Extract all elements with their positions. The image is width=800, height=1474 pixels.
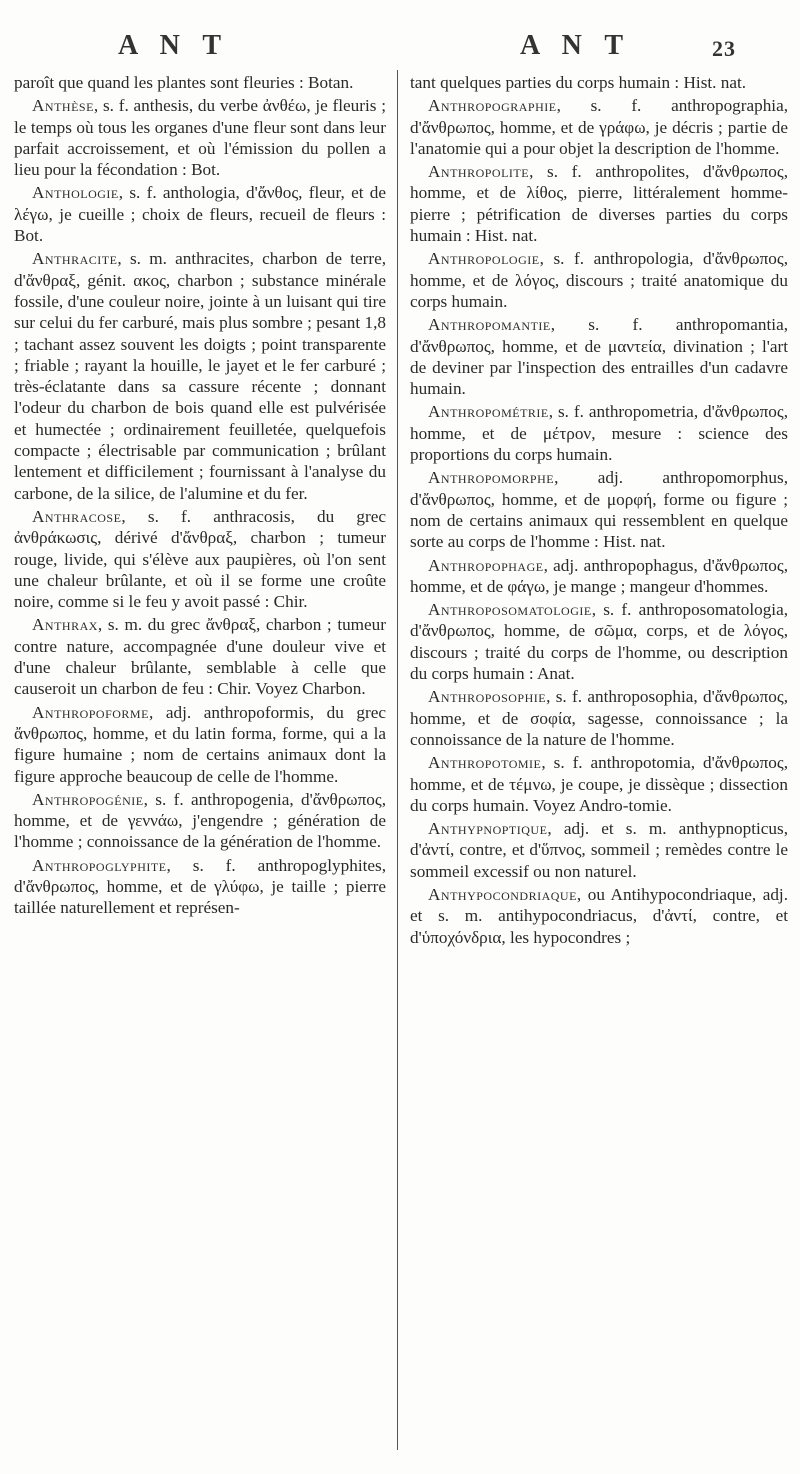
entry-text: , s. f. anthropomantia, d'ἄνθρωπος, homme, et de μαντεία, divination ; l'art de deviner par l'inspection des entrailles d'un cadavre humain.: [410, 315, 788, 399]
entry-text: , s. f. anthologia, d'ἄνθος, fleur, et de λέγω, je cueille ; choix de fleurs, recueil de fleurs : Bot.: [14, 183, 386, 246]
dictionary-entry: [410, 72, 788, 93]
dictionary-entry: [410, 248, 788, 312]
right-column: [410, 72, 788, 950]
dictionary-entry: [14, 614, 386, 699]
dictionary-entry: [14, 95, 386, 180]
dictionary-entry: [14, 72, 386, 93]
entry-headword: Anthropoglyphite: [32, 855, 167, 875]
page-number: 23: [712, 36, 736, 61]
entry-text: , s. f. anthroposophia, d'ἄνθρωπος, homme, et de σοφία, sagesse, connoissance ; la connoissance de la nature de l'homme.: [410, 687, 788, 749]
entry-headword: Anthropotomie: [428, 753, 542, 773]
entry-headword: Anthèse: [32, 96, 94, 116]
entry-text: paroît que quand les plantes sont fleuries : Botan.: [14, 73, 354, 92]
entry-text: , s. f. anthracosis, du grec ἀνθράκωσις, dérivé d'ἄνθραξ, charbon ; tumeur rouge, livide, qui s'élève aux paupières, où l'on sent une chaleur brûlante, et où il se forme une croûte noire, comme si le feu y avoit passé : Chir.: [14, 506, 386, 612]
entry-text: , s. f. anthropolites, d'ἄνθρωπος, homme, et de λίθος, pierre, littéralement homme-pierre ; pétrification de diverses parties du corps humain : Hist. nat.: [410, 162, 788, 246]
entry-headword: Anthropoforme: [32, 702, 149, 722]
entry-text: , s. f. anthropologia, d'ἄνθρωπος, homme, et de λόγος, discours ; traité anatomique du corps humain.: [410, 249, 788, 311]
entry-headword: Anthypocondriaque: [428, 884, 577, 904]
dictionary-entry: [14, 248, 386, 504]
dictionary-entry: [14, 702, 386, 787]
entry-headword: Anthropographie: [428, 96, 557, 116]
entry-headword: Anthropologie: [428, 249, 540, 269]
dictionary-entry: [410, 599, 788, 684]
entry-text: , s. f. anthropographia, d'ἄνθρωπος, homme, et de γράφω, je décris ; partie de l'anatomie qui a pour objet la description de l'homme.: [410, 96, 788, 158]
entry-text: , s. m. du grec ἄνθραξ, charbon ; tumeur contre nature, accompagnée d'une douleur vive et d'une chaleur brûlante, semblable à celle que causeroit un charbon de feu : Chir. Voyez Charbon.: [14, 615, 386, 699]
entry-text: , s. f. anthroposomatologia, d'ἄνθρωπος, homme, de σῶμα, corps, et de λόγος, discours ; traité du corps de l'homme, ou description du corps humain : Anat.: [410, 600, 788, 684]
dictionary-entry: [410, 95, 788, 159]
dictionary-entry: [410, 555, 788, 598]
running-head-left: A N T: [118, 30, 230, 61]
entry-text: tant quelques parties du corps humain : Hist. nat.: [410, 73, 747, 92]
entry-headword: Anthracose: [32, 506, 122, 526]
entry-headword: Anthroposophie: [428, 687, 547, 707]
entry-headword: Anthypnoptique: [428, 819, 548, 839]
entry-text: , s. f. anthesis, du verbe ἀνθέω, je fleuris ; le temps où tous les organes d'une fleur sont dans leur parfait accroissement, et où l'émission du pollen a lieu pour la fécondation : Bot.: [14, 96, 386, 180]
left-column: [14, 72, 386, 921]
entry-text: , s. f. anthropogenia, d'ἄνθρωπος, homme, et de γεννάω, j'engendre ; génération de l'homme ; connoissance de la génération de l'homme.: [14, 789, 386, 852]
entry-text: , adj. anthropoformis, du grec ἄνθρωπος, homme, et du latin forma, forme, qui a la figure humaine ; nom de certains animaux dont la figure approche beaucoup de celle de l'homme.: [14, 702, 386, 786]
dictionary-entry: [14, 789, 386, 853]
dictionary-entry: [410, 752, 788, 816]
entry-text: , s. f. anthropometria, d'ἄνθρωπος, homme, et de μέτρον, mesure : science des proportions du corps humain.: [410, 402, 788, 465]
entry-headword: Anthroposomatologie: [428, 600, 592, 620]
entry-headword: Anthologie: [32, 183, 119, 203]
entry-headword: Anthropolite: [428, 162, 530, 182]
entry-text: , adj. anthropophagus, d'ἄνθρωπος, homme, et de φάγω, je mange ; mangeur d'hommes.: [410, 555, 788, 596]
dictionary-entry: [410, 401, 788, 465]
entry-text: , adj. anthropomorphus, d'ἄνθρωπος, homme, et de μορφή, forme ou figure ; nom de certains animaux qui ressemblent en quelque sorte au corps de l'homme : Hist. nat.: [410, 468, 788, 552]
dictionary-entry: [410, 314, 788, 399]
entry-headword: Anthracite: [32, 249, 118, 269]
entry-text: , s. m. anthracites, charbon de terre, d'ἄνθραξ, génit. ακος, charbon ; substance minérale fossile, d'une couleur noire, jointe à un luisant qui tire sur celui du fer carburé, mais plus sombre ; pesant 1,8 ; tachant assez souvent les doigts ; point transparente ; friable ; rayant la houille, le jayet et le fer carburé ; très-éclatante dans sa cassure récente ; donnant l'odeur du charbon de bois quand elle est pulvérisée et humectée ; ordinairement feuilletée, quelquefois compacte ; électrisable par communication ; brûlant lentement et difficilement ; fournissant à l'analyse du carbone, de la silice, de l'alumine et du fer.: [14, 249, 386, 503]
dictionary-entry: [14, 855, 386, 919]
entry-text: , ou Antihypocondriaque, adj. et s. m. antihypocondriacus, d'ἀντί, contre, et d'ὑποχόνδρια, les hypocondres ;: [410, 884, 788, 947]
running-head-right: A N T: [520, 30, 632, 61]
dictionary-entry: [410, 884, 788, 948]
dictionary-entry: [410, 818, 788, 882]
entry-headword: Anthropométrie: [428, 402, 549, 422]
column-divider: [397, 70, 398, 1450]
entry-text: , s. f. anthropoglyphites, d'ἄνθρωπος, homme, et de γλύφω, je taille ; pierre taillée naturellement et représen-: [14, 855, 386, 918]
entry-headword: Anthrax: [32, 615, 98, 635]
dictionary-entry: [14, 506, 386, 612]
entry-headword: Anthropomorphe: [428, 468, 555, 488]
entry-headword: Anthropomantie: [428, 315, 551, 335]
entry-headword: Anthropophage: [428, 555, 544, 575]
dictionary-entry: [410, 161, 788, 246]
entry-text: , s. f. anthropotomia, d'ἄνθρωπος, homme, et de τέμνω, je coupe, je dissèque ; dissection du corps humain. Voyez Andro-tomie.: [410, 753, 788, 815]
dictionary-entry: [410, 467, 788, 552]
entry-text: , adj. et s. m. anthypnopticus, d'ἀντί, contre, et d'ὕπνος, sommeil ; remèdes contre le sommeil excessif ou non naturel.: [410, 819, 788, 881]
dictionary-entry: [14, 182, 386, 246]
entry-headword: Anthropogénie: [32, 789, 144, 809]
dictionary-entry: [410, 686, 788, 750]
